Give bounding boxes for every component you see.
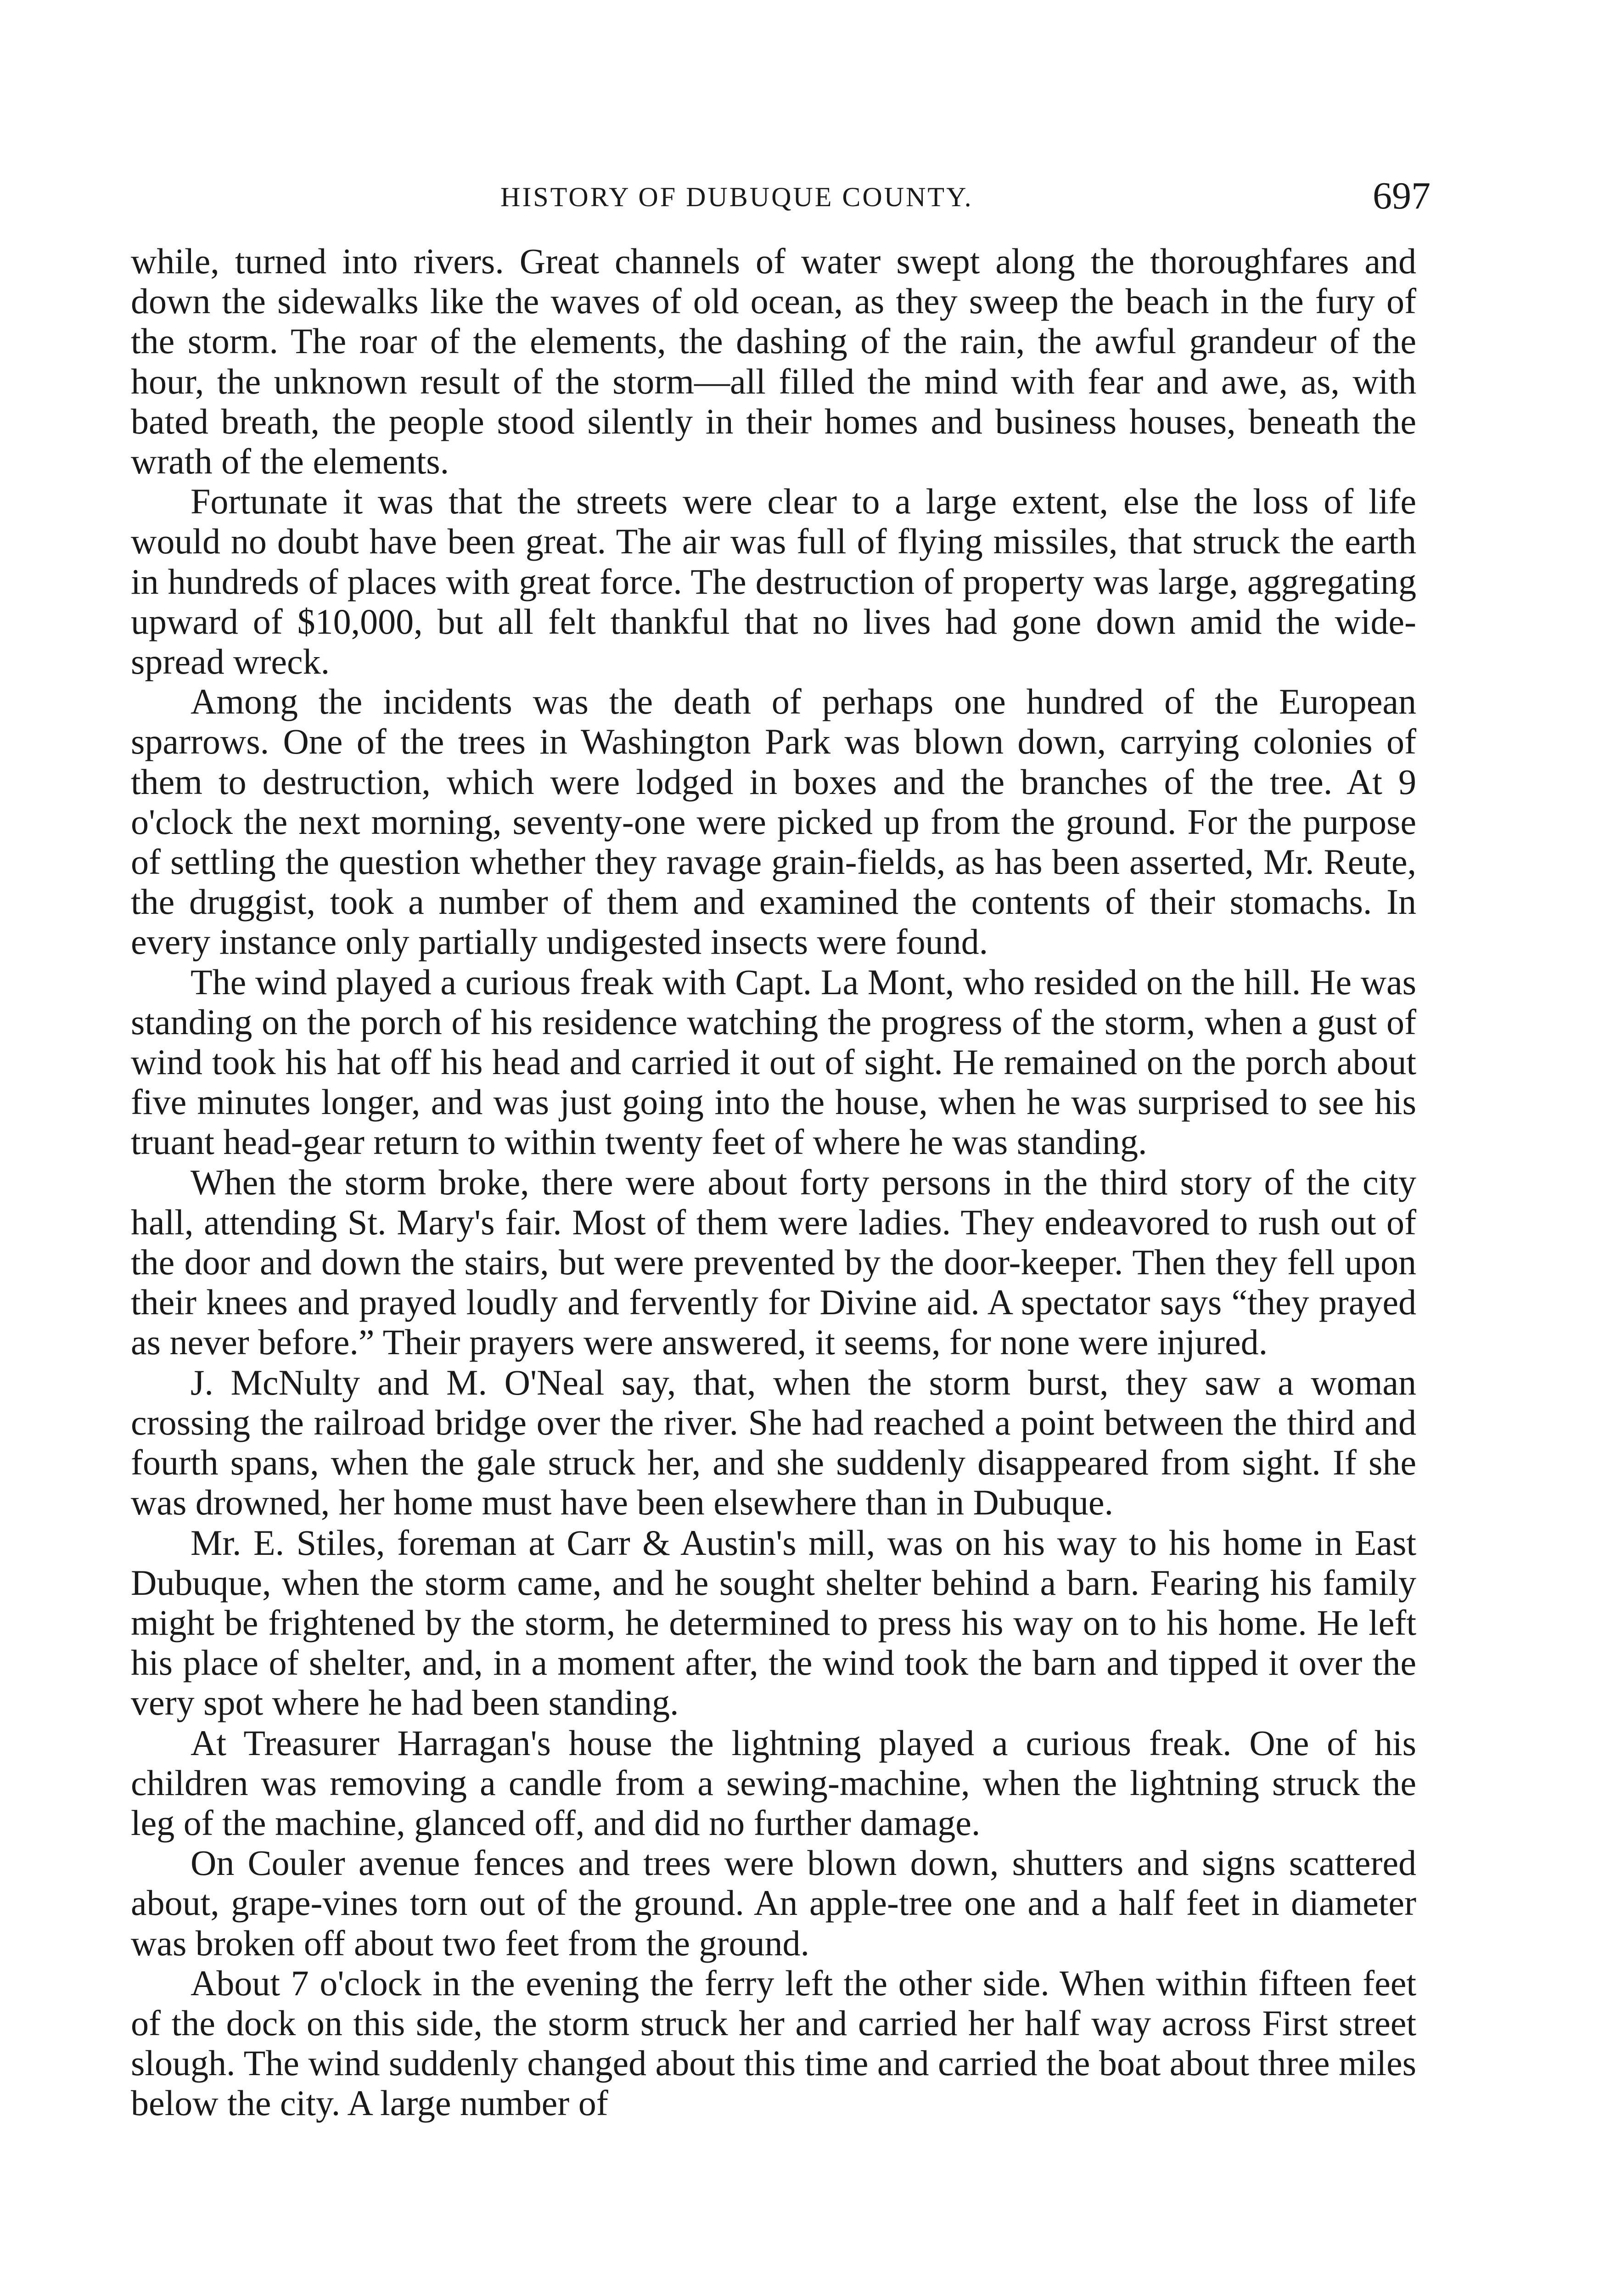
paragraph: About 7 o'clock in the evening the ferry left the other side. When within fifteen feet of the dock on this side, the storm struck her and carried her half way across First street slough. The wind suddenly changed about this time and carried the boat about three miles below the city. A large number of [131, 1963, 1416, 2123]
paragraph: Mr. E. Stiles, foreman at Carr & Austin's mill, was on his way to his home in East Dubuque, when the storm came, and he sought shelter behind a barn. Fearing his family might be frightened by the storm, he determined to press his way on to his home. He left his place of shelter, and, in a moment after, the wind took the barn and tipped it over the very spot where he had been standing. [131, 1522, 1416, 1723]
paragraph: The wind played a curious freak with Capt. La Mont, who resided on the hill. He was standing on the porch of his residence watching the progress of the storm, when a gust of wind took his hat off his head and carried it out of sight. He remained on the porch about five minutes longer, and was just going into the house, when he was surprised to see his truant head-gear return to within twenty feet of where he was standing. [131, 962, 1416, 1162]
paragraph: Fortunate it was that the streets were clear to a large extent, else the loss of life would no doubt have been great. The air was full of flying missiles, that struck the earth in hundreds of places with great force. The destruction of property was large, aggregating upward of $10,000, but all felt thankful that no lives had gone down amid the wide-spread wreck. [131, 481, 1416, 682]
paragraph-continued: while, turned into rivers. Great channels of water swept along the thoroughfares and down the sidewalks like the waves of old ocean, as they sweep the beach in the fury of the storm. The roar of the elements, the dashing of the rain, the awful grandeur of the hour, the unknown result of the storm—all filled the mind with fear and awe, as, with bated breath, the people stood silently in their homes and business houses, beneath the wrath of the elements. [131, 241, 1416, 482]
paragraph: J. McNulty and M. O'Neal say, that, when the storm burst, they saw a woman crossing the railroad bridge over the river. She had reached a point between the third and fourth spans, when the gale struck her, and she suddenly disappeared from sight. If she was drowned, her home must have been elsewhere than in Dubuque. [131, 1362, 1416, 1523]
paragraph: On Couler avenue fences and trees were blown down, shutters and signs scattered about, grape-vines torn out of the ground. An apple-tree one and a half feet in diameter was broken off about two feet from the ground. [131, 1843, 1416, 1963]
body-text [131, 241, 1416, 2123]
paragraph: When the storm broke, there were about forty persons in the third story of the city hall, attending St. Mary's fair. Most of them were ladies. They endeavored to rush out of the door and down the stairs, but were prevented by the door-keeper. Then they fell upon their knees and prayed loudly and fervently for Divine aid. A spectator says “they prayed as never before.” Their prayers were answered, it seems, for none were injured. [131, 1162, 1416, 1362]
paragraph: At Treasurer Harragan's house the lightning played a curious freak. One of his children was removing a candle from a sewing-machine, when the lightning struck the leg of the machine, glanced off, and did no further damage. [131, 1722, 1416, 1843]
paragraph: Among the incidents was the death of perhaps one hundred of the European sparrows. One of the trees in Washington Park was blown down, carrying colonies of them to destruction, which were lodged in boxes and the branches of the tree. At 9 o'clock the next morning, seventy-one were picked up from the ground. For the purpose of settling the question whether they ravage grain-fields, as has been asserted, Mr. Reute, the druggist, took a number of them and examined the contents of their stomachs. In every instance only partially undigested insects were found. [131, 681, 1416, 962]
page-number: 697 [1373, 174, 1431, 217]
running-head-title: HISTORY OF DUBUQUE COUNTY. [500, 182, 973, 212]
